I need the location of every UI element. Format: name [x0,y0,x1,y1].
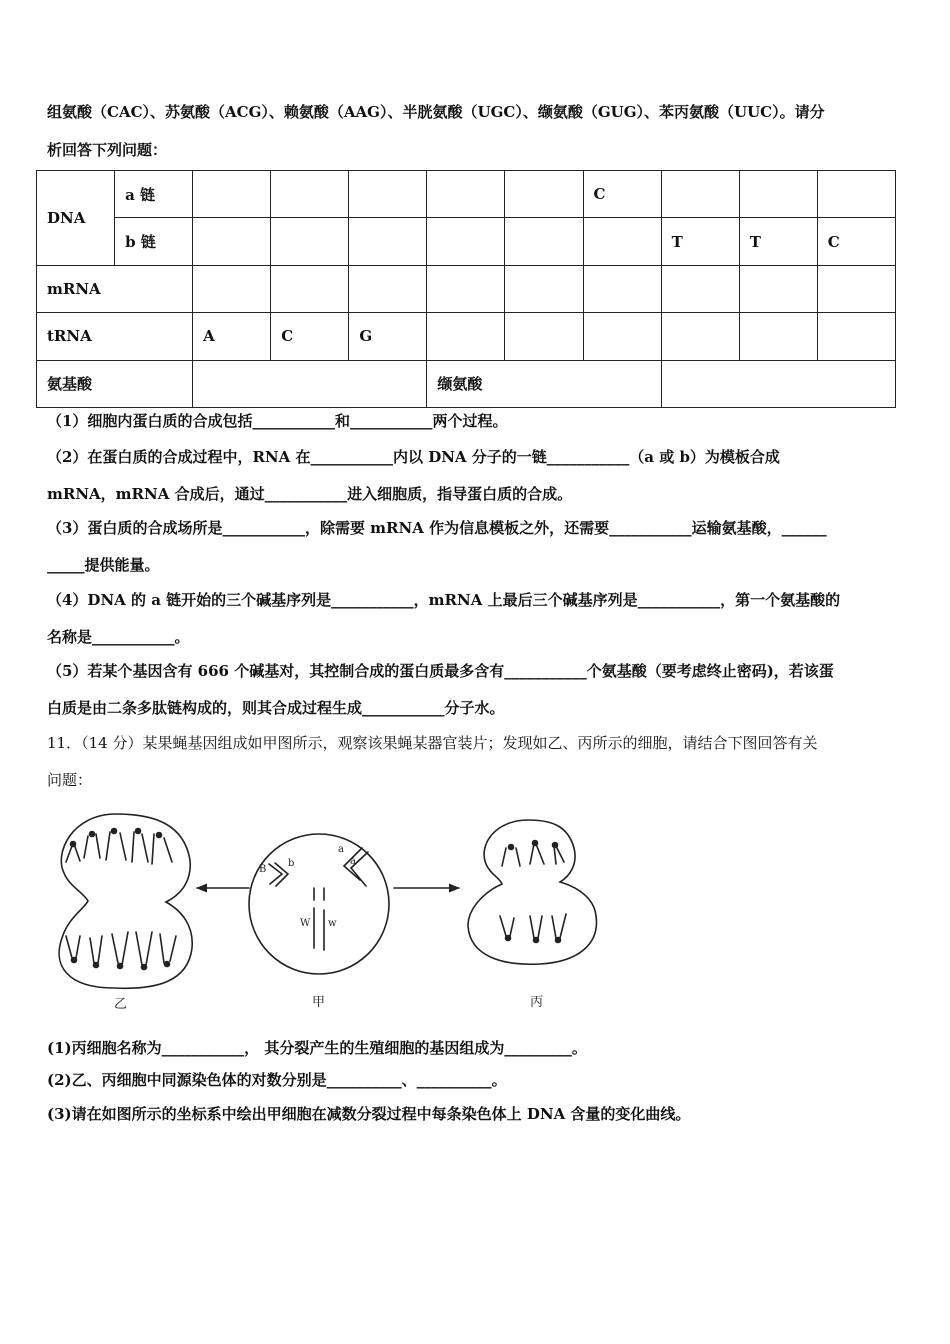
amino-cell: 缬氨酸 [427,360,661,407]
a-chain-cell: C [583,171,661,218]
trna-cell [583,313,661,360]
question-2-line-2: mRNA，mRNA 合成后，通过___________进入细胞质，指导蛋白质的合成。 [47,485,573,503]
b-chain-cell [583,218,661,265]
a-chain-cell [349,171,427,218]
a-chain-cell [817,171,895,218]
b-chain-cell [427,218,505,265]
mrna-cell [271,265,349,312]
intro-line-2: 析回答下列问题： [47,141,168,159]
gene-label-B: B [259,864,267,875]
trna-cell: C [271,313,349,360]
gene-label-b: b [288,858,295,869]
trna-cell: A [193,313,271,360]
question-2-line-1: （2）在蛋白质的合成过程中，RNA 在___________内以 DNA 分子的一链___________（a 或 b）为模板合成 [47,448,780,466]
a-chain-cell [427,171,505,218]
a-chain-cell [271,171,349,218]
gene-label-w: w [328,918,337,929]
question-5-line-2: 白质是由二条多肽链构成的，则其合成过程生成___________分子水。 [47,699,505,717]
mrna-label: mRNA [37,265,193,312]
row-trna [37,313,896,360]
amino-label: 氨基酸 [37,360,193,407]
question-3-line-1: （3）蛋白质的合成场所是___________，除需要 mRNA 作为信息模板之外，还需要___________运输氨基酸，______ [47,519,827,537]
amino-cell [661,360,895,407]
mrna-cell [817,265,895,312]
chromosomes-bing [500,841,566,943]
sub-question-1: (1)丙细胞名称为___________， 其分裂产生的生殖细胞的基因组成为_________。 [47,1039,587,1057]
a-chain-cell [739,171,817,218]
b-chain-cell: T [661,218,739,265]
a-chain-cell [193,171,271,218]
trna-label: tRNA [37,313,193,360]
label-bing: 丙 [530,995,544,1010]
label-jia: 甲 [312,995,326,1010]
question-3-line-2: _____提供能量。 [47,556,160,574]
a-chain-cell [661,171,739,218]
b-chain-cell [193,218,271,265]
a-chain-label: a 链 [115,171,193,218]
trna-cell [817,313,895,360]
mrna-cell [661,265,739,312]
mrna-cell [505,265,583,312]
gene-label-W: W [300,918,311,929]
cell-yi [59,814,192,988]
mrna-cell [193,265,271,312]
cell-bing [468,820,596,964]
chromosomes-yi-top [66,829,172,865]
row-b-chain [37,218,896,265]
gene-label-a: a [338,844,344,855]
row-a-chain [37,171,896,218]
a-chain-cell [505,171,583,218]
trna-cell [661,313,739,360]
mrna-cell [739,265,817,312]
trna-cell [739,313,817,360]
cell-jia [249,834,389,974]
b-chain-cell: C [817,218,895,265]
question-1: （1）细胞内蛋白质的合成包括___________和___________两个过程。 [47,412,508,430]
sub-question-2: (2)乙、丙细胞中同源染色体的对数分别是__________、__________。 [47,1071,507,1089]
b-chain-cell: T [739,218,817,265]
question-5-line-1: （5）若某个基因含有 666 个碱基对，其控制合成的蛋白质最多含有___________个氨基酸（要考虑终止密码)，若该蛋 [47,662,834,680]
genetics-table [36,170,896,408]
mrna-cell [583,265,661,312]
sub-question-3: (3)请在如图所示的坐标系中绘出甲细胞在减数分裂过程中每条染色体上 DNA 含量的变化曲线。 [47,1105,691,1123]
question-4-line-1: （4）DNA 的 a 链开始的三个碱基序列是___________，mRNA 上最后三个碱基序列是___________，第一个氨基酸的 [47,591,841,609]
b-chain-cell [349,218,427,265]
trna-cell [505,313,583,360]
cell-division-figure [44,808,624,1018]
row-amino-acid [37,360,896,407]
gene-label-a: a [350,856,356,867]
trna-cell [427,313,505,360]
row-mrna [37,265,896,312]
dna-label: DNA [37,171,115,266]
trna-cell: G [349,313,427,360]
intro-line-1: 组氨酸（CAC）、苏氨酸（ACG）、赖氨酸（AAG）、半胱氨酸（UGC）、缬氨酸（GUG）、苯丙氨酸（UUC）。请分 [47,103,825,121]
chromosomes-yi-bottom [66,932,176,970]
mrna-cell [349,265,427,312]
question-11-line-2: 问题： [47,771,93,789]
b-chain-label: b 链 [115,218,193,265]
mrna-cell [427,265,505,312]
amino-cell [193,360,427,407]
b-chain-cell [271,218,349,265]
b-chain-cell [505,218,583,265]
question-4-line-2: 名称是___________。 [47,628,190,646]
question-11-line-1: 11．（14 分）某果蝇基因组成如甲图所示，观察该果蝇某器官装片；发现如乙、丙所示的细胞，请结合下图回答有关 [47,734,818,752]
label-yi: 乙 [114,997,128,1012]
